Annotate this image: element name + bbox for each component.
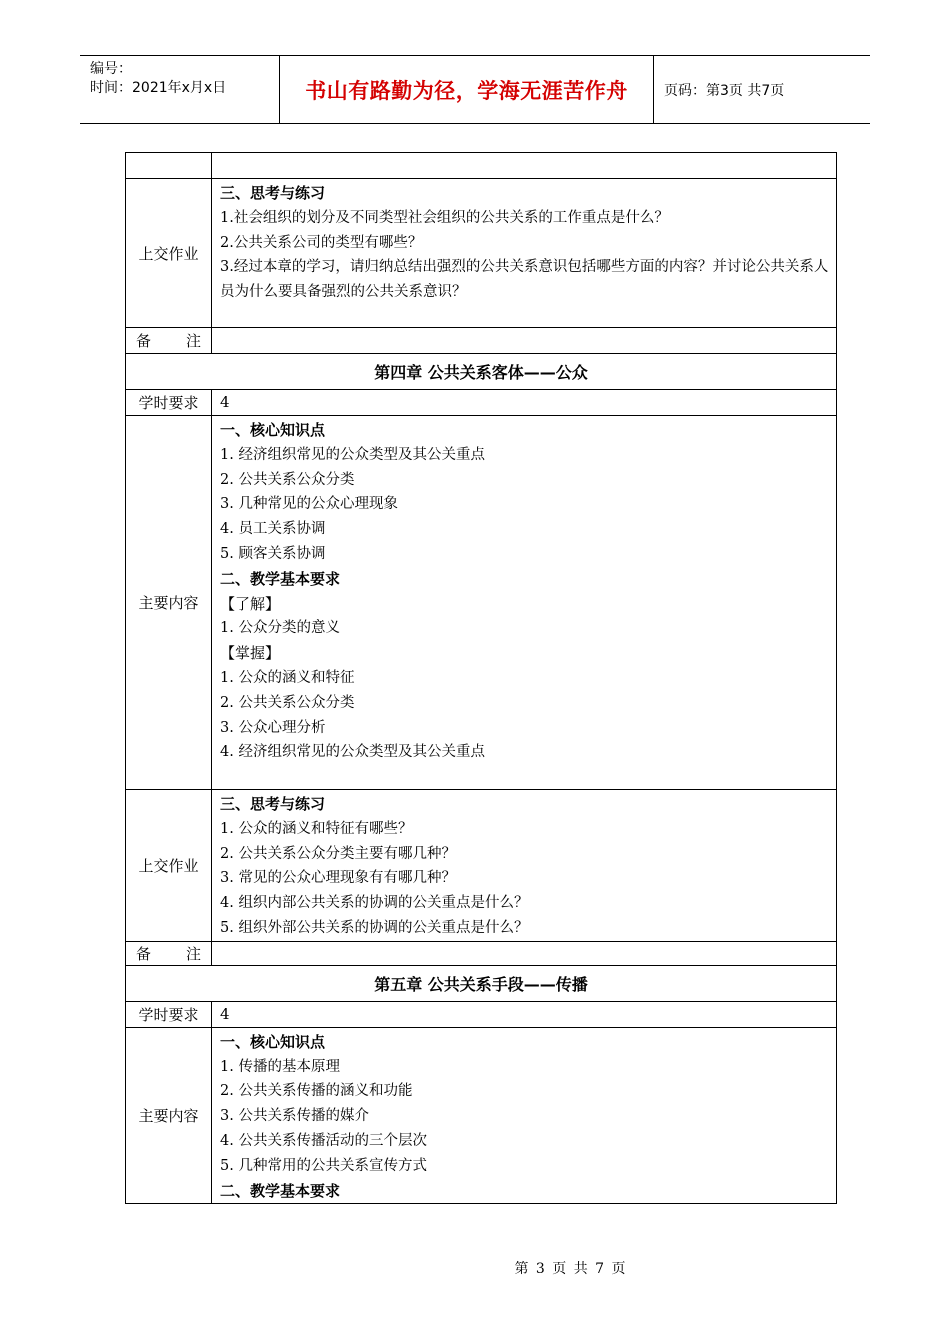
homework-content	[212, 790, 837, 942]
main-content	[212, 1027, 837, 1204]
hours-label: 学时要求	[126, 390, 212, 416]
list-item: 4. 公共关系传播活动的三个层次	[220, 1132, 427, 1149]
main-content-label: 主要内容	[126, 416, 212, 790]
header-motto: 书山有路勤为径，学海无涯苦作舟	[305, 78, 628, 103]
list-item: 3. 公众心理分析	[220, 719, 326, 736]
list-item: 3. 几种常见的公众心理现象	[220, 496, 398, 513]
header-time-label: 时间：2021年x月x日	[90, 80, 227, 96]
table-row-main-content	[126, 1027, 837, 1204]
table-row-remark	[126, 941, 837, 965]
homework-item: 3.经过本章的学习，请归纳总结出强烈的公共关系意识包括哪些方面的内容？并讨论公共关系人员为什么要具备强烈的公共关系意识？	[220, 259, 829, 301]
list-item: 5. 几种常用的公共关系宣传方式	[220, 1157, 427, 1174]
header-page-code: 页码：第3页 共7页	[664, 82, 785, 99]
requirements-title: 二、教学基本要求	[220, 569, 341, 588]
table-row-hours	[126, 1001, 837, 1027]
page-footer	[0, 1258, 950, 1278]
homework-item: 1.社会组织的划分及不同类型社会组织的公共关系的工作重点是什么？	[220, 209, 669, 226]
homework-item: 1. 公众的涵义和特征有哪些？	[220, 820, 413, 837]
homework-item: 2. 公共关系公众分类主要有哪几种？	[220, 845, 456, 862]
homework-title: 三、思考与练习	[220, 795, 326, 813]
homework-title: 三、思考与练习	[220, 184, 326, 202]
list-item: 1. 公众的涵义和特征	[220, 669, 355, 686]
table-row-main-content	[126, 416, 837, 790]
header-info	[80, 56, 280, 123]
homework-item: 5. 组织外部公共关系的协调的公关重点是什么？	[220, 919, 529, 936]
hours-value: 4	[212, 1001, 837, 1027]
remark-label: 备注	[126, 941, 212, 965]
header-number-label: 编号：	[90, 61, 132, 77]
page-header	[80, 55, 870, 124]
list-item: 2. 公共关系公众分类	[220, 471, 355, 488]
list-item: 4. 员工关系协调	[220, 521, 326, 538]
table-row-remark	[126, 328, 837, 354]
core-points-title: 一、核心知识点	[220, 421, 326, 439]
table-row-empty	[126, 153, 837, 179]
list-item: 4. 经济组织常见的公众类型及其公关重点	[220, 744, 485, 761]
main-content-label: 主要内容	[126, 1027, 212, 1204]
table-row-hours	[126, 390, 837, 416]
list-item: 3. 公共关系传播的媒介	[220, 1108, 369, 1125]
requirements-title: 二、教学基本要求	[220, 1181, 341, 1200]
chapter-4-title: 第四章 公共关系客体——公众	[126, 354, 837, 390]
list-item: 1. 经济组织常见的公众类型及其公关重点	[220, 446, 485, 463]
homework-label: 上交作业	[126, 790, 212, 942]
header-motto-cell	[280, 56, 654, 123]
table-row-homework	[126, 790, 837, 942]
homework-item: 3. 常见的公众心理现象有有哪几种？	[220, 870, 456, 887]
chapter-5-title: 第五章 公共关系手段——传播	[126, 965, 837, 1001]
core-points-title: 一、核心知识点	[220, 1032, 326, 1051]
header-page-cell	[654, 56, 870, 123]
list-item: 1. 公众分类的意义	[220, 620, 340, 637]
footer-page-number: 第 3 页 共 7 页	[514, 1261, 626, 1277]
homework-label: 上交作业	[126, 179, 212, 328]
table-row-chapter	[126, 354, 837, 390]
hours-label: 学时要求	[126, 1001, 212, 1027]
master-title: 【掌握】	[220, 644, 281, 663]
homework-content	[212, 179, 837, 328]
remark-label: 备注	[126, 328, 212, 354]
list-item: 5. 顾客关系协调	[220, 545, 326, 562]
table-row-chapter	[126, 965, 837, 1001]
understand-title: 【了解】	[220, 594, 281, 613]
table-row-homework	[126, 179, 837, 328]
homework-item: 2.公共关系公司的类型有哪些？	[220, 234, 423, 251]
main-content	[212, 416, 837, 790]
list-item: 2. 公共关系公众分类	[220, 694, 355, 711]
list-item: 1. 传播的基本原理	[220, 1058, 340, 1075]
list-item: 2. 公共关系传播的涵义和功能	[220, 1083, 413, 1100]
syllabus-table	[125, 152, 837, 1204]
homework-item: 4. 组织内部公共关系的协调的公关重点是什么？	[220, 895, 529, 912]
hours-value: 4	[212, 390, 837, 416]
